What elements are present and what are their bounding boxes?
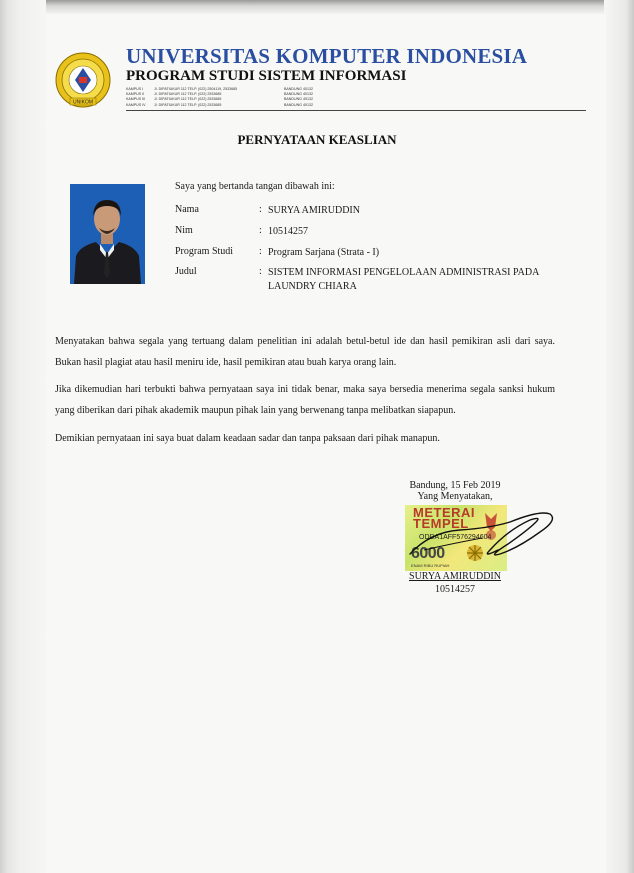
campus-label: KAMPUS III [126,97,146,102]
signer-nim: 10514257 [435,584,475,595]
signer-name: SURYA AMIRUDDIN [409,571,501,582]
campus-city: BANDUNG 40132 [284,92,313,97]
field-label: Program Studi [175,246,234,257]
handwritten-signature [390,492,560,572]
field-value: Program Sarjana (Strata - I) [268,247,380,258]
stamp-text-2: TEMPEL [413,516,469,531]
field-value: SURYA AMIRUDDIN [268,205,360,216]
field-colon: : [259,266,262,277]
campus-label: KAMPUS IV [126,102,146,107]
scan-left-shadow [0,0,46,873]
stamp-text-1: METERAI [413,505,475,520]
stamp-amount-words: ENAM RIBU RUPIAH [411,563,450,568]
university-name: UNIVERSITAS KOMPUTER INDONESIA [126,44,528,68]
intro-text: Saya yang bertanda tangan dibawah ini: [175,181,335,192]
statement-paragraph: Jika dikemudian hari terbukti bahwa pernyataan saya ini tidak benar, maka saya bersedia menerima segala sanksi hukum yang diberikan dari pihak akademik maupun pihak lain yang berwenang tanpa melibatkan siapapun. [55,384,555,416]
student-photo [70,184,145,284]
campus-street: Jl. DIPATIUKUR 112 TELP. (022) 2533685 [154,97,222,102]
place-date: Bandung, 15 Feb 2019 [409,480,501,491]
address-row [126,103,586,108]
program-name: PROGRAM STUDI SISTEM INFORMASI [126,68,407,84]
campus-label: KAMPUS I [126,87,144,91]
field-value: 10514257 [268,226,308,237]
header-divider [126,110,586,111]
field-label: Nim [175,225,193,236]
field-value: SISTEM INFORMASI PENGELOLAAN ADMINISTRASI PADA LAUNDRY CHIARA [268,267,539,292]
campus-label: KAMPUS II [126,92,145,97]
campus-street: Jl. DIPATIUKUR 112 TELP. (022) 2533685 [154,92,222,97]
field-colon: : [259,204,262,215]
statement-paragraph: Demikian pernyataan ini saya buat dalam keadaan sadar dan tanpa paksaan dari pihak manapun. [55,433,440,444]
field-colon: : [259,246,262,257]
field-colon: : [259,225,262,236]
scan-top-shadow [0,0,634,14]
logo-text: UNIKOM [73,99,93,106]
scan-right-shadow [604,0,634,873]
statement-paragraph: Menyatakan bahwa segala yang tertuang dalam penelitian ini adalah betul-betul ide dan hasil pemikiran asli dari saya. Bukan hasil plagiat atau hasil meniru ide, hasil pemikiran atau buah karya orang lain. [55,336,555,368]
campus-street: Jl. DIPATIUKUR 112 TELP. (022) 2504119, 2533685 [154,87,238,91]
campus-street: Jl. DIPATIUKUR 112 TELP. (022) 2533685 [154,102,222,107]
campus-city: BANDUNG 40132 [284,102,313,107]
campus-city: BANDUNG 40132 [284,87,313,91]
field-label: Nama [175,204,199,215]
signer-role: Yang Menyatakan, [417,491,493,502]
university-logo-icon [55,52,111,108]
campus-city: BANDUNG 40132 [284,97,313,102]
person-photo-icon [70,184,145,284]
address-block [126,87,586,108]
stamp-amount: 6000 [411,545,445,562]
field-label: Judul [175,266,197,277]
stamp-serial: ODDA1AFF576294604 [419,534,492,541]
document-title: PERNYATAAN KEASLIAN [237,132,397,147]
